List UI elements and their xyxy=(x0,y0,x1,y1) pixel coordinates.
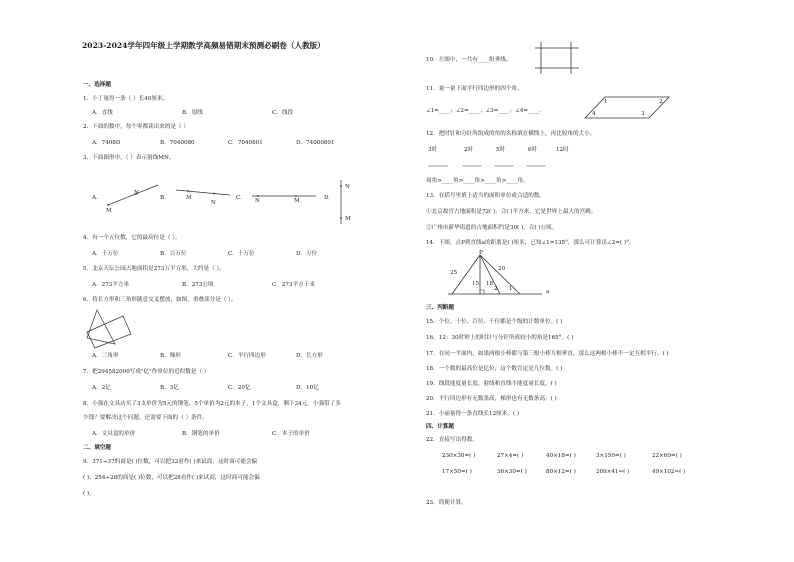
question-17: 17．在同一平面内，如果两根小棒都与第三根小棒互相垂直，那么这两根小棒不一定互相平行。( ) xyxy=(426,351,669,357)
q5-option-b: B．273公顷 xyxy=(182,282,214,288)
section-choice-heading: 一、选择题 xyxy=(83,82,111,88)
q14-angle-2-label: 2 xyxy=(494,286,498,292)
q3-option-a: A． xyxy=(92,195,102,201)
q3-figure-a xyxy=(104,182,164,212)
question-13: 13．在括号里填上适当的面积单位或合适的数。 xyxy=(426,193,545,199)
q3-option-b: B． xyxy=(160,195,170,201)
question-15: 15．个位、十位、百位、千位都是个级的计数单位。( ) xyxy=(426,319,563,325)
q13-part-2: ②广州市新华街道的占地面积约是30( )，合( )公顷。 xyxy=(426,225,558,231)
calc-2: 27×4=( ) xyxy=(497,453,524,459)
q3-d-point-n: N xyxy=(345,184,350,190)
q7-option-d: D．10亿 xyxy=(296,385,319,391)
question-6: 6．将长方形和三角形随意交叉摆放，如图，重叠部分是（ ）。 xyxy=(83,297,237,303)
q3-c-point-n: N xyxy=(255,198,260,204)
q4-option-d: D．万位 xyxy=(296,251,318,257)
question-12: 12．把时针和分针所组成的角的名称填在横线上，再比较角的大小。 xyxy=(426,131,596,137)
q4-option-c: C．十万位 xyxy=(228,251,255,257)
question-2: 2．下面的数中，每个零都读出来的是（ ） xyxy=(83,124,190,130)
question-3: 3．下面图形中，（ ）表示射线MN。 xyxy=(83,155,175,161)
calc-8: 80×12=( ) xyxy=(546,469,576,475)
q3-a-point-m: M xyxy=(106,208,112,214)
q3-b-point-n: N xyxy=(211,200,216,206)
question-11: 11．量一量下面平行四边形的四个角。 xyxy=(426,86,523,92)
q7-option-b: B．3亿 xyxy=(160,385,179,391)
q12-time-3: 5时 xyxy=(496,147,506,153)
q1-option-a: A．直线 xyxy=(92,110,113,116)
question-9-line-2: ( )；254÷28的商是( )位数，可以把28看作( )来试商，这时商可能会偏 xyxy=(83,475,260,481)
q14-length-20: 20 xyxy=(498,266,506,272)
question-18: 18．一个数的最高位是亿位，这个数肯定是九位数。( ) xyxy=(426,366,563,372)
question-19: 19．线段能度量长度，射线和直线不能度量长度。( ) xyxy=(426,381,557,387)
q12-time-5: 12时 xyxy=(556,147,569,153)
calc-4: 3×150=( ) xyxy=(596,453,626,459)
page-title: 2023-2024学年四年级上学期数学高频易错期末预测必刷卷（人教版） xyxy=(82,41,325,50)
q4-option-b: B．百万位 xyxy=(160,251,187,257)
q11-angle-4-label: 4 xyxy=(592,111,596,117)
q8-option-b: B．钢笔的单价 xyxy=(182,431,220,437)
q3-figure-c xyxy=(250,190,320,202)
q7-option-a: A．2亿 xyxy=(92,385,111,391)
q2-option-b: B．7040080 xyxy=(160,140,195,146)
q12-time-4: 6时 xyxy=(528,147,538,153)
section-judge-heading: 三、判断题 xyxy=(426,305,454,311)
q2-option-d: D．74000801 xyxy=(296,140,335,146)
q14-line-a: a xyxy=(546,289,550,295)
q5-option-c: C．273平方千米 xyxy=(272,282,315,288)
q12-comparison: 周角>____角>____角>____角>____角。 xyxy=(426,178,529,184)
q3-a-point-n: N xyxy=(134,190,139,196)
question-9-line-3: ( )。 xyxy=(83,491,95,497)
question-21: 21．小丽量得一条直线长12厘米。( ) xyxy=(426,411,520,417)
question-1: 1．小丁量得一条（ ）长40厘米。 xyxy=(83,96,169,102)
q3-c-point-m: M xyxy=(294,198,300,204)
calc-6: 17×50=( ) xyxy=(442,469,472,475)
question-5: 5．北京天坛公园占地面积是273万平方米，大约是（ ）。 xyxy=(83,266,225,272)
calc-5: 22×60=( ) xyxy=(652,453,682,459)
q1-option-c: C．线段 xyxy=(272,110,294,116)
q12-time-2: 2时 xyxy=(464,147,474,153)
q14-point-p: P xyxy=(479,250,483,256)
q14-angle-1-label: 1 xyxy=(509,286,513,292)
calc-7: 36×30=( ) xyxy=(497,469,527,475)
q6-option-b: B．梯形 xyxy=(160,353,181,359)
question-20: 20．平行四边形有无数条高，梯形也有无数条高。( ) xyxy=(426,396,557,402)
q11-answer-line: ∠1=____；∠2=____；∠3=____；∠4=____。 xyxy=(426,108,545,114)
question-14: 14．下图，点P到直线a的距离是( )厘米，已知∠1=135°，那么可计算出∠2=( )°。 xyxy=(426,240,635,246)
q6-overlap-figure xyxy=(85,308,135,346)
question-9-line-1: 9．371÷37的商是( )位数，可以把32看作( )来试商，这时商可能会偏 xyxy=(83,459,258,465)
q1-option-b: B．射线 xyxy=(182,110,203,116)
calc-9: 209×41≈( ) xyxy=(596,469,630,475)
q7-option-c: C．20亿 xyxy=(228,385,251,391)
q4-option-a: A．千万位 xyxy=(92,251,119,257)
q11-angle-2-label: 2 xyxy=(659,99,663,105)
q11-angle-1-label: 1 xyxy=(604,99,608,105)
calc-10: 49×102≈( ) xyxy=(652,469,686,475)
q2-option-c: C．7040801 xyxy=(228,140,263,146)
q3-figure-b xyxy=(172,185,234,205)
calc-3: 40×18=( ) xyxy=(546,453,576,459)
q14-length-15: 15 xyxy=(472,281,480,287)
question-16: 16．12：30时钟上的时针与分针所成较小的角是165°。( ) xyxy=(426,335,574,341)
q3-option-c: C． xyxy=(236,195,246,201)
q12-time-1: 3时 xyxy=(428,147,438,153)
q3-option-d: D． xyxy=(324,195,335,201)
section-calc-heading: 四、计算题 xyxy=(426,424,454,430)
question-10: 10．左图中，一共有____组垂线。 xyxy=(426,57,512,63)
question-4: 4．有一个五位数，它的最高位是（ ）。 xyxy=(83,235,181,241)
q3-b-point-m: M xyxy=(186,195,192,201)
q14-length-25: 25 xyxy=(450,270,458,276)
q6-option-a: A．三角形 xyxy=(92,353,119,359)
q6-option-d: D．长方形 xyxy=(296,353,323,359)
q12-answer-underlines xyxy=(428,163,608,169)
q11-angle-3-label: 3 xyxy=(641,111,645,117)
calc-1: 230×30=( ) xyxy=(442,453,476,459)
q5-option-a: A．273平方米 xyxy=(92,282,130,288)
question-7: 7．把294582000写成"亿"作单位的近似数是（ ） xyxy=(83,369,210,375)
question-8-line-2: 少钱？要解决这个问题，还需要下面的（ ）条件。 xyxy=(83,415,208,421)
question-22: 22．直接写出得数。 xyxy=(426,437,478,443)
q13-part-1: ①北京故宫占地面积是72( )，合( )平方米，它是世界上最大的宫殿。 xyxy=(426,209,597,215)
q8-option-a: A．文具盒的单价 xyxy=(92,431,136,437)
q14-length-18: 18 xyxy=(486,281,494,287)
question-8-line-1: 8．小强在文具店买了3支单价为5元的钢笔、5个单价为2元的本子，1个文具盒，剩下34元。小强带了多 xyxy=(83,401,341,407)
section-fill-heading: 二、填空题 xyxy=(83,445,111,451)
question-23: 23．简便计算。 xyxy=(426,500,467,506)
q8-option-c: C．本子的单价 xyxy=(272,431,310,437)
q3-d-point-m: M xyxy=(345,216,351,222)
q2-option-a: A．7408D xyxy=(92,140,121,146)
q6-option-c: C．平行四边形 xyxy=(228,353,266,359)
q10-perpendicular-figure xyxy=(533,40,583,76)
